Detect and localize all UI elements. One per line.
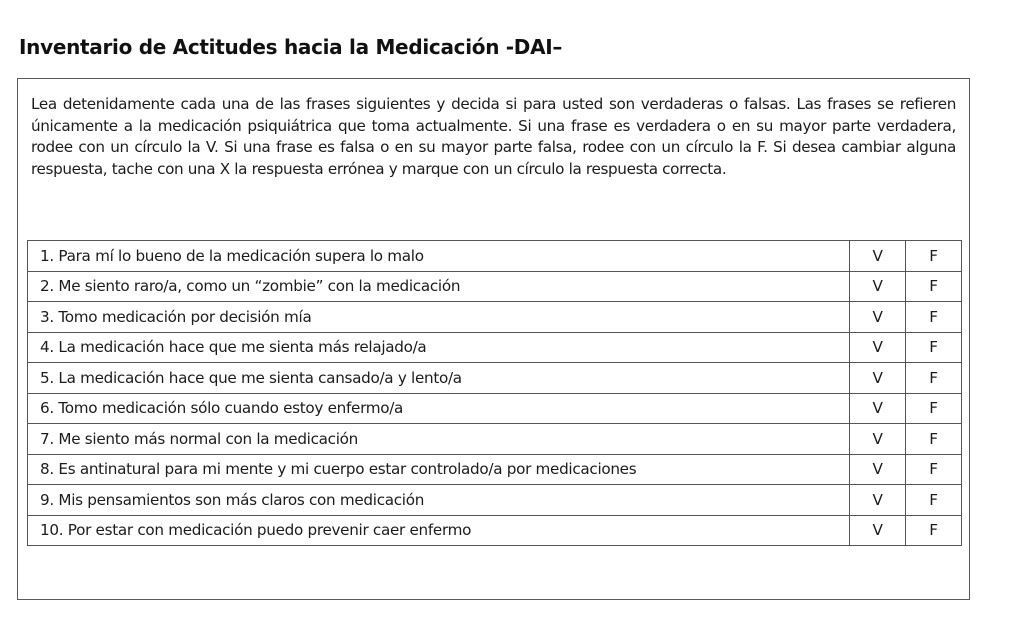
table-row [28, 302, 962, 333]
option-false[interactable]: F [906, 485, 962, 516]
table-row [28, 363, 962, 394]
instructions-text: Lea detenidamente cada una de las frases siguientes y decida si para usted son verdaderas o falsas. Las frases se refieren únicamente a la medicación psiquiátrica que toma actualmente. Si una frase es verdadera o en su mayor parte verdadera, rodee con un círculo la V. Si una frase es falsa o en su mayor parte falsa, rodee con un círculo la F. Si desea cambiar alguna respuesta, tache con una X la respuesta errónea y marque con un círculo la respuesta correcta. [31, 95, 956, 178]
item-statement: 6. Tomo medicación sólo cuando estoy enfermo/a [28, 393, 850, 424]
option-false[interactable]: F [906, 332, 962, 363]
table-row [28, 271, 962, 302]
option-true[interactable]: V [850, 424, 906, 455]
option-true[interactable]: V [850, 271, 906, 302]
table-row [28, 485, 962, 516]
option-false[interactable]: F [906, 393, 962, 424]
option-false[interactable]: F [906, 302, 962, 333]
option-true[interactable]: V [850, 485, 906, 516]
item-statement: 9. Mis pensamientos son más claros con medicación [28, 485, 850, 516]
option-true[interactable]: V [850, 515, 906, 546]
option-false[interactable]: F [906, 454, 962, 485]
item-statement: 1. Para mí lo bueno de la medicación supera lo malo [28, 241, 850, 272]
option-true[interactable]: V [850, 302, 906, 333]
item-statement: 8. Es antinatural para mi mente y mi cuerpo estar controlado/a por medicaciones [28, 454, 850, 485]
table-row [28, 393, 962, 424]
option-true[interactable]: V [850, 454, 906, 485]
option-true[interactable]: V [850, 393, 906, 424]
table-row [28, 515, 962, 546]
table-row [28, 424, 962, 455]
option-false[interactable]: F [906, 424, 962, 455]
table-row [28, 241, 962, 272]
option-true[interactable]: V [850, 332, 906, 363]
option-false[interactable]: F [906, 515, 962, 546]
item-statement: 3. Tomo medicación por decisión mía [28, 302, 850, 333]
table-row [28, 332, 962, 363]
questionnaire-frame [17, 78, 970, 600]
table-row [28, 454, 962, 485]
item-statement: 5. La medicación hace que me sienta cansado/a y lento/a [28, 363, 850, 394]
item-statement: 7. Me siento más normal con la medicación [28, 424, 850, 455]
item-statement: 4. La medicación hace que me sienta más relajado/a [28, 332, 850, 363]
items-table [27, 240, 962, 546]
option-false[interactable]: F [906, 241, 962, 272]
item-statement: 10. Por estar con medicación puedo prevenir caer enfermo [28, 515, 850, 546]
option-true[interactable]: V [850, 241, 906, 272]
page-title: Inventario de Actitudes hacia la Medicación -DAI– [19, 35, 563, 59]
option-false[interactable]: F [906, 363, 962, 394]
option-true[interactable]: V [850, 363, 906, 394]
option-false[interactable]: F [906, 271, 962, 302]
item-statement: 2. Me siento raro/a, como un “zombie” con la medicación [28, 271, 850, 302]
